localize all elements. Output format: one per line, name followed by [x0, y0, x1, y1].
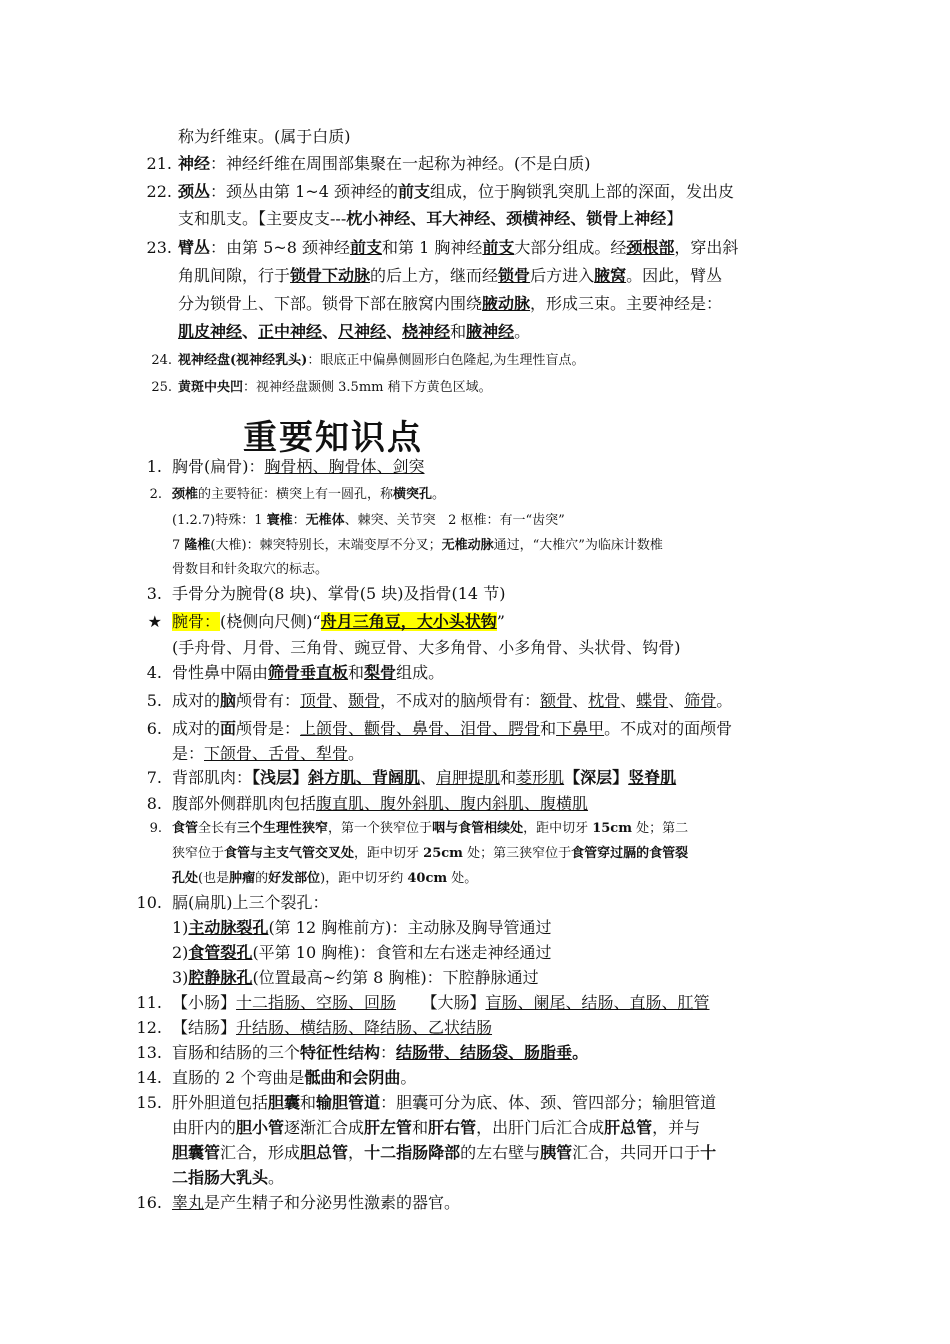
item-cervical-special: (1.2.7)特殊：1 寰椎：无椎体、棘突、关节突 2 枢椎：有一“齿突” — [172, 513, 565, 528]
item-number: 2. — [149, 487, 162, 502]
item-carpal-list: (手舟骨、月骨、三角骨、豌豆骨、大多角骨、小多角骨、头状骨、钩骨) — [172, 638, 681, 657]
item-number: 12. — [136, 1018, 162, 1037]
item-number: 14. — [136, 1068, 162, 1087]
item-brachial-plexus: 臂丛：由第 5~8 颈神经前支和第 1 胸神经前支大部分组成。经颈根部，穿出斜 — [178, 238, 739, 257]
item-esophagus-cont2: 孔处(也是肿瘤的好发部位)，距中切牙约 40cm 处。 — [172, 871, 478, 886]
star-icon: ★ — [147, 612, 162, 631]
item-carpal: 腕骨：(桡侧向尺侧)“舟月三角豆，大小头状钩” — [172, 612, 505, 631]
item-c7: 7 隆椎(大椎)：棘突特别长，末端变厚不分叉；无椎动脉通过，“大椎穴”为临床计数椎 — [172, 538, 663, 553]
item-number: 24. — [151, 353, 172, 368]
item-number: 22. — [146, 182, 172, 201]
item-diaphragm: 膈(扁肌)上三个裂孔： — [172, 893, 329, 912]
item-nasal-septum: 骨性鼻中隔由筛骨垂直板和梨骨组成。 — [172, 663, 445, 682]
item-number: 10. — [136, 893, 162, 912]
item-number: 7. — [146, 768, 162, 787]
item-nerve: 神经：神经纤维在周围部集聚在一起称为神经。(不是白质) — [178, 154, 591, 173]
line-fiber-bundle: 称为纤维束。(属于白质) — [178, 127, 351, 146]
item-bile-duct-cont1: 由肝内的胆小管逐渐汇合成肝左管和肝右管，出肝门后汇合成肝总管，并与 — [172, 1118, 701, 1137]
item-number: 25. — [151, 380, 172, 395]
item-number: 16. — [136, 1193, 162, 1212]
item-number: 3. — [146, 584, 162, 603]
item-cervical-plexus-cont: 支和肌支。【主要皮支---枕小神经、耳大神经、颈横神经、锁骨上神经】 — [178, 209, 683, 228]
item-number: 9. — [149, 821, 162, 836]
item-abdominal-muscles: 腹部外侧群肌肉包括腹直肌、腹外斜肌、腹内斜肌、腹横肌 — [172, 794, 589, 813]
item-back-muscles: 背部肌肉：【浅层】斜方肌、背阔肌、肩胛提肌和菱形肌【深层】竖脊肌 — [172, 768, 677, 787]
item-colon-features: 盲肠和结肠的三个特征性结构：结肠带、结肠袋、肠脂垂。 — [172, 1043, 589, 1062]
item-cervical-plexus: 颈丛：颈丛由第 1~4 颈神经的前支组成，位于胸锁乳突肌上部的深面，发出皮 — [178, 182, 734, 201]
item-rectum: 直肠的 2 个弯曲是骶曲和会阴曲。 — [172, 1068, 417, 1087]
item-number: 4. — [146, 663, 162, 682]
item-number: 23. — [146, 238, 172, 257]
section-title: 重要知识点 — [243, 418, 423, 458]
item-number: 15. — [136, 1093, 162, 1112]
item-brachial-plexus-cont3: 肌皮神经、正中神经、尺神经、桡神经和腋神经。 — [178, 322, 531, 341]
item-number: 8. — [146, 794, 162, 813]
item-esophageal-hiatus: 2)食管裂孔(平第 10 胸椎)：食管和左右迷走神经通过 — [172, 943, 552, 962]
item-number: 21. — [146, 154, 172, 173]
item-sternum: 胸骨(扁骨)：胸骨柄、胸骨体、剑突 — [172, 457, 425, 476]
item-number: 6. — [146, 719, 162, 738]
item-colon: 【结肠】升结肠、横结肠、降结肠、乙状结肠 — [172, 1018, 493, 1037]
item-number: 13. — [136, 1043, 162, 1062]
item-brachial-plexus-cont2: 分为锁骨上、下部。锁骨下部在腋窝内围绕腋动脉，形成三束。主要神经是： — [178, 294, 723, 313]
item-esophagus: 食管全长有三个生理性狭窄，第一个狭窄位于咽与食管相续处，距中切牙 15cm 处；第二 — [172, 821, 689, 836]
item-esophagus-cont1: 狭窄位于食管与主支气管交叉处，距中切牙 25cm 处；第三狭窄位于食管穿过膈的食管裂 — [172, 846, 689, 861]
item-brachial-plexus-cont1: 角肌间隙，行于锁骨下动脉的后上方，继而经锁骨后方进入腋窝。因此，臂丛 — [178, 266, 723, 285]
item-intestines: 【小肠】十二指肠、空肠、回肠 【大肠】盲肠、阑尾、结肠、直肠、肛管 — [172, 993, 710, 1012]
item-c7-cont: 骨数目和针灸取穴的标志。 — [172, 562, 329, 577]
item-number: 5. — [146, 691, 162, 710]
item-aortic-hiatus: 1)主动脉裂孔(第 12 胸椎前方)：主动脉及胸导管通过 — [172, 918, 552, 937]
item-hand-bones: 手骨分为腕骨(8 块)、掌骨(5 块)及指骨(14 节) — [172, 584, 506, 603]
item-vena-caval-foramen: 3)腔静脉孔(位置最高~约第 8 胸椎)：下腔静脉通过 — [172, 968, 539, 987]
item-number: 11. — [136, 993, 162, 1012]
item-facial-bones-cont: 是：下颌骨、舌骨、犁骨。 — [172, 744, 365, 763]
item-bile-duct-cont2: 胆囊管汇合，形成胆总管，十二指肠降部的左右壁与胰管汇合，共同开口于十 — [172, 1143, 717, 1162]
item-testis: 睾丸是产生精子和分泌男性激素的器官。 — [172, 1193, 461, 1212]
item-facial-bones: 成对的面颅骨是：上颌骨、颧骨、鼻骨、泪骨、腭骨和下鼻甲。不成对的面颅骨 — [172, 719, 733, 738]
item-cranial-bones: 成对的脑颅骨有：顶骨、颞骨，不成对的脑颅骨有：额骨、枕骨、蝶骨、筛骨。 — [172, 691, 733, 710]
item-bile-duct-cont3: 二指肠大乳头。 — [172, 1168, 285, 1187]
item-number: 1. — [146, 457, 162, 476]
item-optic-disc: 视神经盘(视神经乳头)：眼底正中偏鼻侧圆形白色隆起,为生理性盲点。 — [178, 353, 585, 368]
item-fovea: 黄斑中央凹：视神经盘颞侧 3.5mm 稍下方黄色区域。 — [178, 380, 492, 395]
item-bile-duct: 肝外胆道包括胆囊和输胆管道：胆囊可分为底、体、颈、管四部分；输胆管道 — [172, 1093, 717, 1112]
item-cervical-vertebrae: 颈椎的主要特征：横突上有一圆孔，称横突孔。 — [172, 487, 446, 502]
